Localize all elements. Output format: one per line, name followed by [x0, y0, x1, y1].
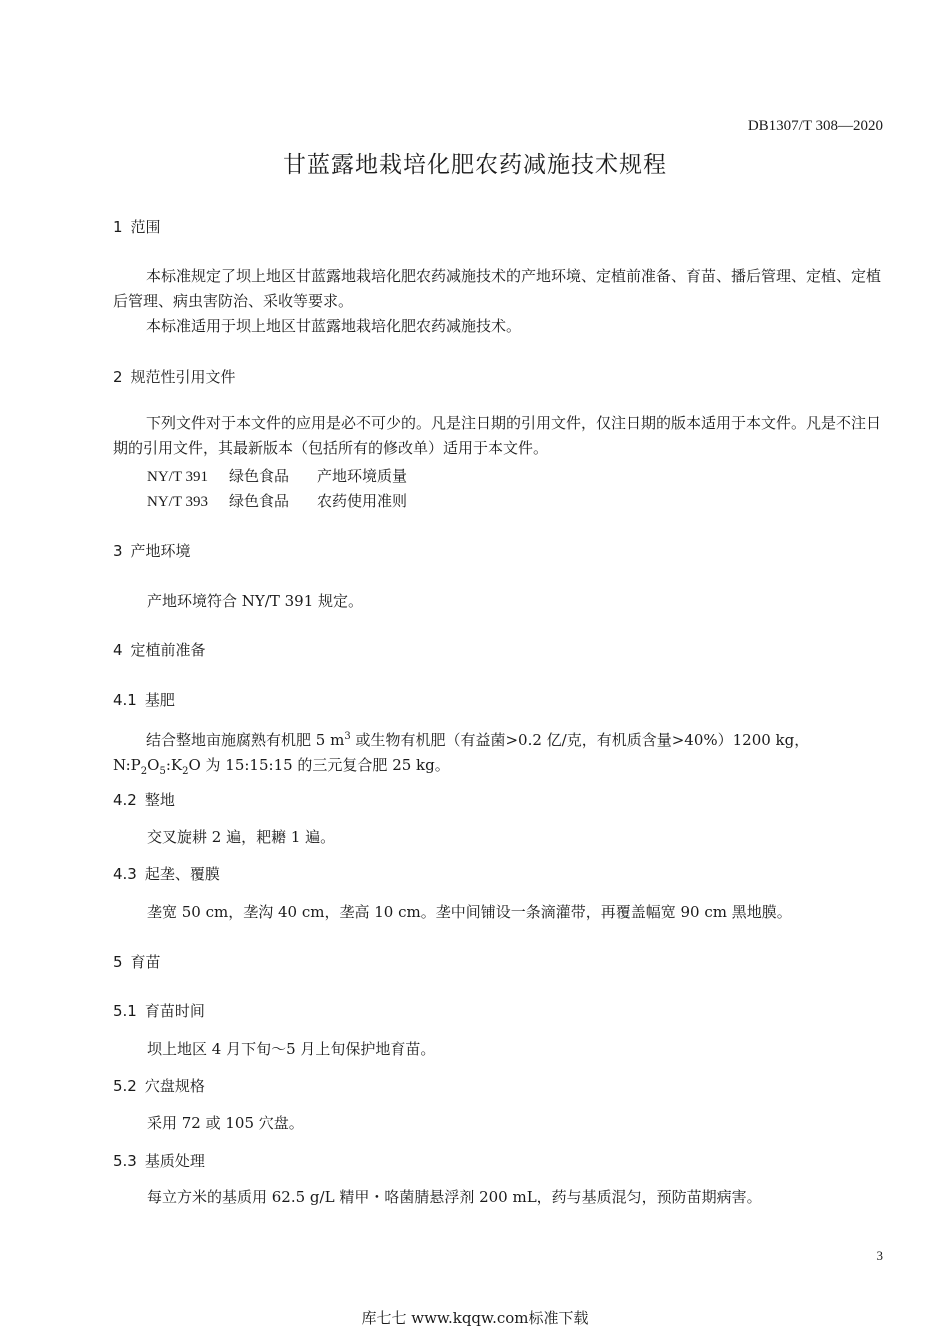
section-4-3-heading: [113, 863, 220, 884]
section-5-2-body: 采用 72 或 105 穴盘。: [147, 1114, 304, 1132]
section-3-body: 产地环境符合 NY/T 391 规定。: [147, 592, 364, 610]
paragraph: [113, 724, 883, 784]
section-number: 5.3: [113, 1152, 137, 1170]
section-title: 穴盘规格: [144, 1077, 205, 1095]
text-run: 结合整地亩施腐熟有机肥 5 m: [146, 731, 345, 749]
page-number: 3: [876, 1248, 883, 1263]
text-run: O: [147, 756, 160, 774]
section-number: 5: [113, 953, 123, 971]
section-4-2-body: 交叉旋耕 2 遍，耙耱 1 遍。: [147, 828, 336, 846]
section-title: 育苗时间: [144, 1002, 205, 1020]
section-number: 5.1: [113, 1002, 137, 1020]
section-number: 2: [113, 368, 123, 386]
section-number: 4.2: [113, 791, 137, 809]
section-5-3-heading: [113, 1150, 205, 1171]
section-title: 育苗: [130, 953, 161, 971]
document-title: 甘蓝露地栽培化肥农药减施技术规程: [283, 152, 667, 178]
section-title: 规范性引用文件: [130, 368, 236, 386]
section-number: 4.3: [113, 865, 137, 883]
subscript: 2: [140, 766, 148, 777]
reference-code: NY/T 391: [147, 469, 208, 485]
reference-item: [147, 465, 407, 486]
section-5-3-body: 每立方米的基质用 62.5 g/L 精甲・咯菌腈悬浮剂 200 mL，药与基质混匀，预防苗期病害。: [147, 1188, 762, 1206]
text-run: :K: [165, 756, 183, 774]
reference-name: 产地环境质量: [317, 467, 408, 485]
paragraph: 下列文件对于本文件的应用是必不可少的。凡是注日期的引用文件，仅注日期的版本适用于本文件。凡是不注日期的引用文件，其最新版本（包括所有的修改单）适用于本文件。: [113, 414, 882, 457]
section-5-1-body: 坝上地区 4 月下旬～5 月上旬保护地育苗。: [147, 1040, 436, 1058]
section-title: 基质处理: [144, 1152, 205, 1170]
section-3-heading: [113, 540, 191, 561]
section-5-heading: [113, 951, 161, 972]
section-5-2-heading: [113, 1075, 205, 1096]
section-number: 1: [113, 218, 123, 236]
reference-category: 绿色食品: [229, 492, 290, 510]
section-title: 产地环境: [130, 542, 191, 560]
section-4-1-body: [113, 724, 883, 784]
paragraph: 本标准适用于坝上地区甘蓝露地栽培化肥农药减施技术。: [146, 317, 522, 335]
section-number: 3: [113, 542, 123, 560]
section-4-heading: [113, 639, 206, 660]
paragraph: 本标准规定了坝上地区甘蓝露地栽培化肥农药减施技术的产地环境、定植前准备、育苗、播后管理、定植、定植后管理、病虫害防治、采收等要求。: [113, 267, 882, 310]
section-title: 整地: [144, 791, 175, 809]
reference-name: 农药使用准则: [317, 492, 408, 510]
reference-category: 绿色食品: [229, 467, 290, 485]
subscript: 5: [159, 766, 166, 777]
document-code: DB1307/T 308—2020: [747, 118, 883, 134]
section-title: 范围: [130, 218, 161, 236]
reference-item: [147, 490, 407, 511]
subscript: 2: [182, 766, 189, 777]
section-2-body: [113, 411, 883, 461]
section-4-2-heading: [113, 789, 175, 810]
section-title: 基肥: [144, 691, 175, 709]
footer-watermark: 库七七 www.kqqw.com标准下载: [361, 1309, 589, 1327]
section-1-heading: [113, 216, 161, 237]
text-run: O 为 15:15:15 的三元复合肥 25 kg。: [188, 756, 450, 774]
reference-code: NY/T 393: [147, 494, 208, 510]
section-number: 4: [113, 641, 123, 659]
section-1-body: [113, 264, 883, 339]
section-4-3-body: 垄宽 50 cm，垄沟 40 cm，垄高 10 cm。垄中间铺设一条滴灌带，再覆盖幅宽 90 cm 黑地膜。: [147, 903, 792, 921]
section-2-heading: [113, 366, 236, 387]
section-title: 定植前准备: [130, 641, 206, 659]
section-title: 起垄、覆膜: [144, 865, 220, 883]
superscript: 3: [344, 731, 351, 742]
section-number: 4.1: [113, 691, 137, 709]
text-run: 或生物有机肥（有益菌>0.2 亿/克，有机质含量>40%）1200 kg，N:P: [113, 731, 810, 774]
section-4-1-heading: [113, 689, 175, 710]
section-5-1-heading: [113, 1000, 205, 1021]
section-number: 5.2: [113, 1077, 137, 1095]
